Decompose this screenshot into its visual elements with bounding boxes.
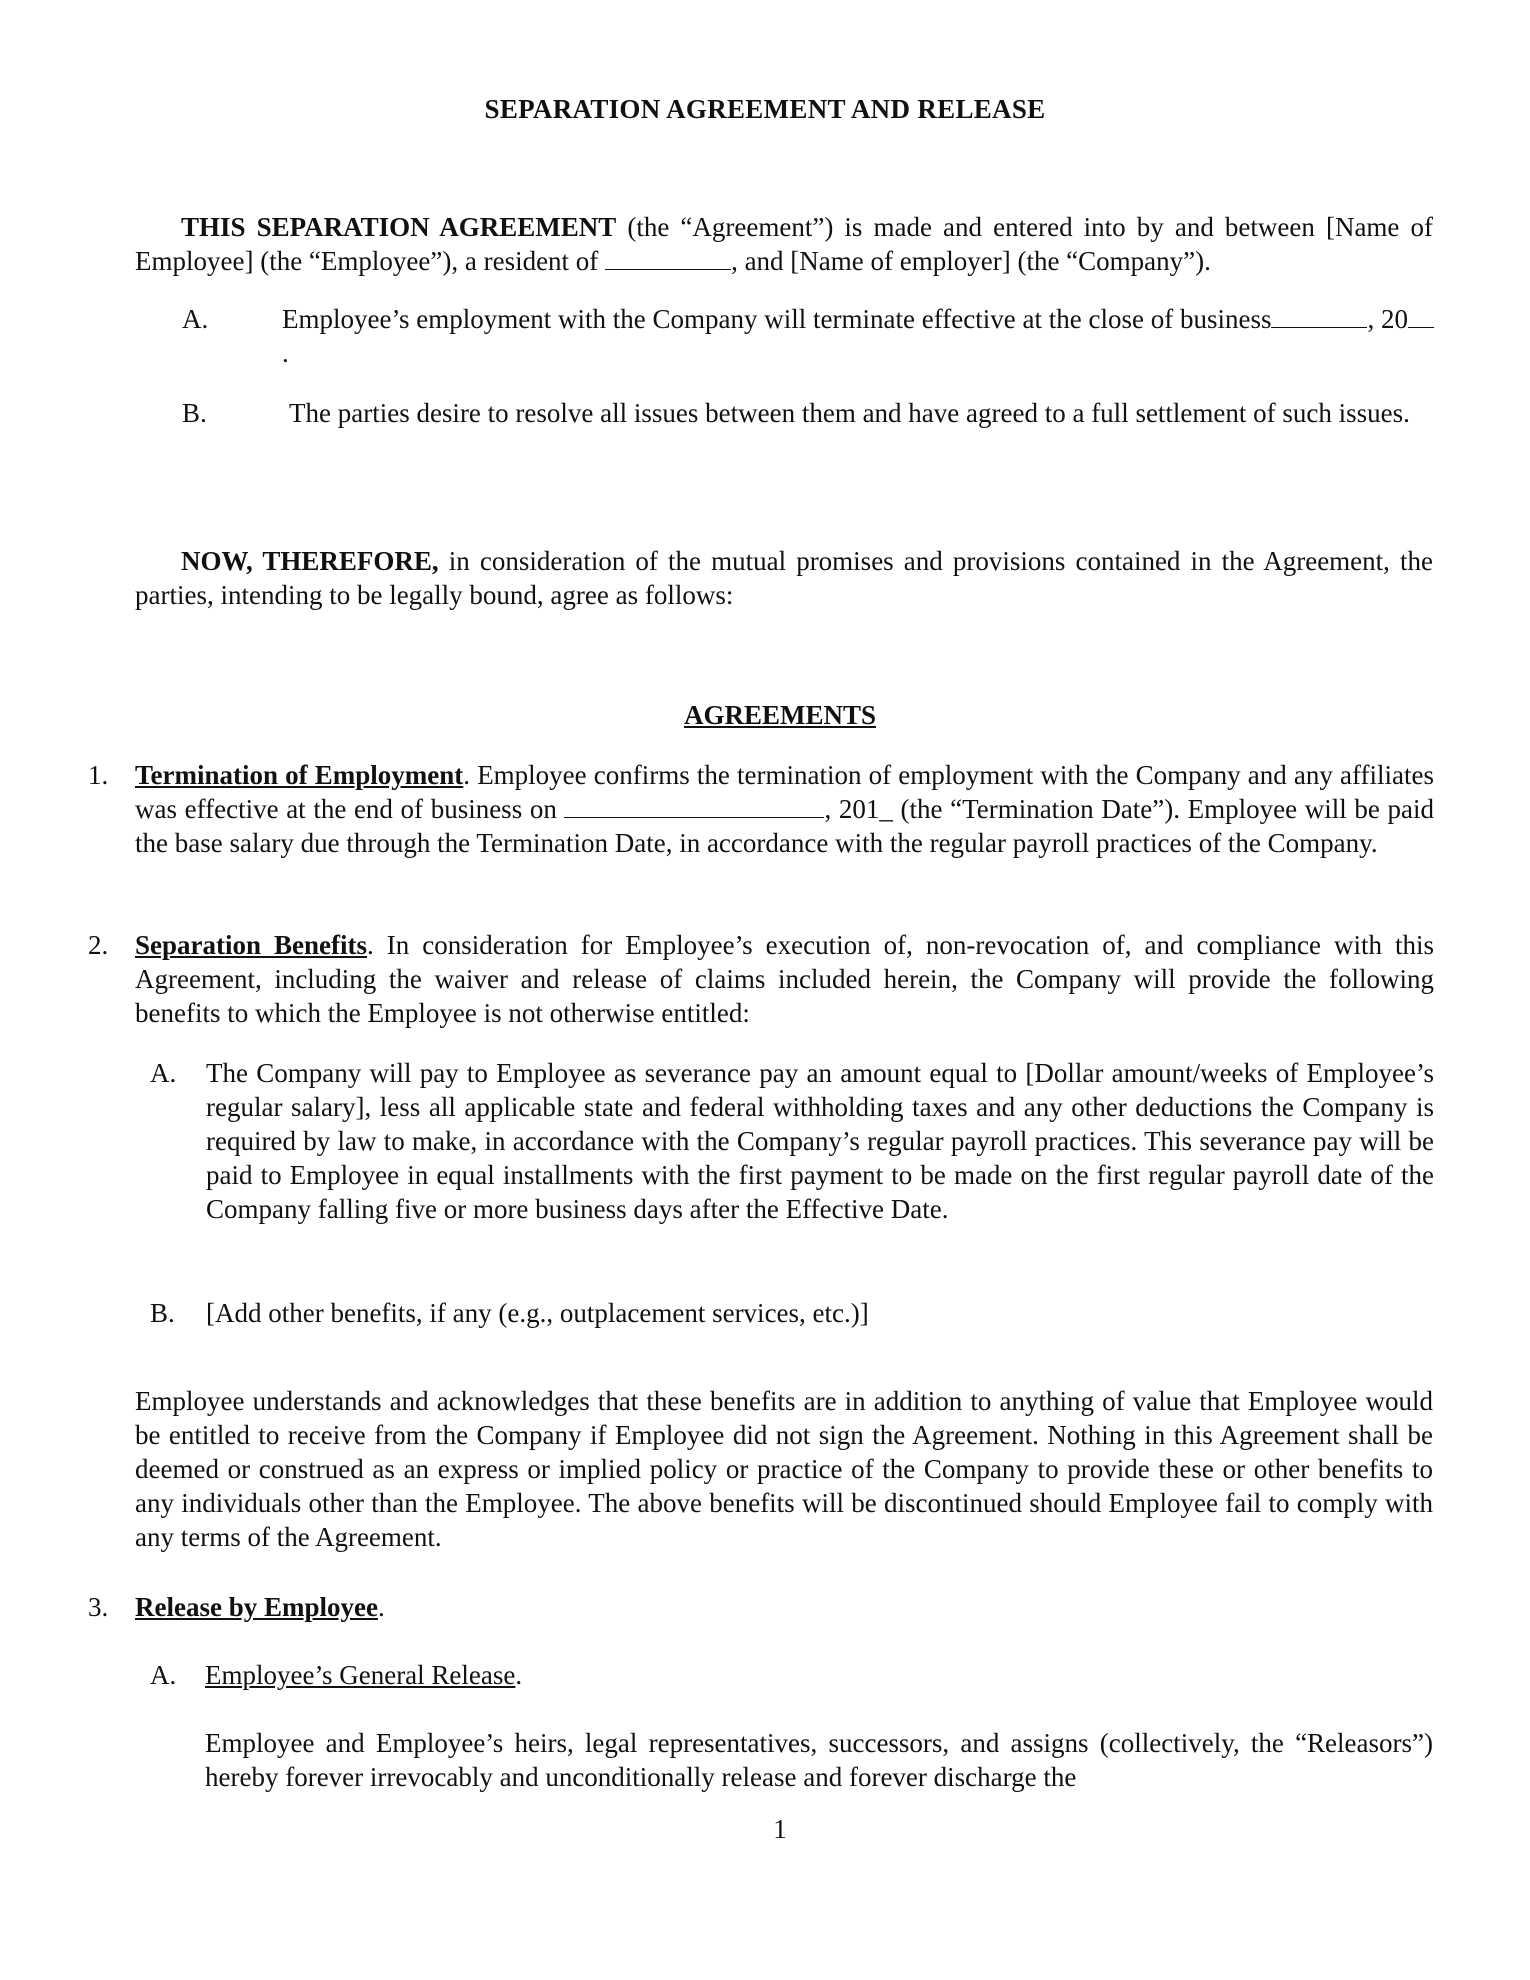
- recital-b-label: B.: [182, 398, 207, 428]
- section-2-sub-a: [150, 1056, 1434, 1266]
- section-1-text-2: , 201_ (the “Termination Date”). Employee will be paid the base salary due through the Termination Date, in accordance with the regular payroll practices of the Company.: [135, 794, 1434, 858]
- termination-date-blank-2: [564, 793, 824, 818]
- section-3-heading-line: [135, 1590, 1434, 1624]
- intro-lead: THIS SEPARATION AGREEMENT: [181, 212, 617, 242]
- intro-text-1: (the “Agreement”) is made and entered into by and between [Name of Employee] (the “Employee”), a resident of: [135, 212, 1433, 276]
- section-3-sub-a: [150, 1658, 1434, 1698]
- section-1-number: 1.: [88, 760, 109, 790]
- now-therefore-paragraph: [135, 544, 1433, 612]
- section-2: [88, 928, 1434, 1038]
- recital-a-text-1: Employee’s employment with the Company will terminate effective at the close of business: [282, 304, 1272, 334]
- section-1: [88, 758, 1434, 898]
- resident-blank: [605, 245, 731, 270]
- recital-a: [182, 302, 1434, 372]
- section-2-heading: Separation Benefits: [135, 930, 367, 960]
- section-2-text: [135, 928, 1434, 1030]
- section-1-text-1: . Employee confirms the termination of employment with the Company and any affiliates was effective at the end of business on: [135, 760, 1434, 824]
- intro-paragraph: [135, 210, 1433, 278]
- section-3-sub-a-text: Employee and Employee’s heirs, legal representatives, successors, and assigns (collectively, the “Releasors”) hereby forever irrevocably and unconditionally release and forever discharge the: [205, 1728, 1433, 1792]
- document-title: SEPARATION AGREEMENT AND RELEASE: [484, 94, 1046, 124]
- now-therefore-text: in consideration of the mutual promises and provisions contained in the Agreement, the parties, intending to be legally bound, agree as follows:: [135, 546, 1434, 610]
- agreements-heading: AGREEMENTS: [683, 700, 877, 730]
- recital-a-text: [282, 302, 1434, 370]
- section-2-sub-a-label: A.: [150, 1058, 177, 1088]
- now-therefore-lead: NOW, THEREFORE,: [181, 546, 439, 576]
- intro-text-2: , and [Name of employer] (the “Company”).: [731, 246, 1211, 276]
- section-2-sub-b-text: [Add other benefits, if any (e.g., outplacement services, etc.)]: [206, 1298, 869, 1328]
- section-2-sub-a-text: The Company will pay to Employee as severance pay an amount equal to [Dollar amount/weeks of Employee’s regular salary], less all applicable state and federal withholding taxes and any other deductions the Company is required by law to make, in accordance with the Company’s regular payroll practices. This severance pay will be paid to Employee in equal installments with the first payment to be made on the first regular payroll date of the Company falling five or more business days after the Effective Date.: [206, 1058, 1434, 1224]
- recital-a-text-3: .: [282, 338, 289, 368]
- year-blank: [1408, 303, 1434, 328]
- section-2-number: 2.: [88, 930, 109, 960]
- section-3-sub-a-heading-line: [205, 1658, 1434, 1692]
- section-3-number: 3.: [88, 1592, 109, 1622]
- section-2-closing: Employee understands and acknowledges that these benefits are in addition to anything of value that Employee would be entitled to receive from the Company if Employee did not sign the Agreement. Nothing in this Agreement shall be deemed or construed as an express or implied policy or practice of the Company to provide these or other benefits to any individuals other than the Employee. The above benefits will be discontinued should Employee fail to comply with any terms of the Agreement.: [135, 1386, 1433, 1552]
- section-3-heading-end: .: [377, 1592, 385, 1622]
- recital-b: [182, 396, 1434, 466]
- section-3-sub-a-label: A.: [150, 1660, 177, 1690]
- section-1-text: [135, 758, 1434, 860]
- section-2-body: . In consideration for Employee’s execution of, non-revocation of, and compliance with this Agreement, including the waiver and release of claims included herein, the Company will provide the following benefits to which the Employee is not otherwise entitled:: [135, 930, 1434, 1028]
- section-3-sub-a-heading-end: .: [515, 1660, 523, 1690]
- section-3: [88, 1590, 1434, 1630]
- section-3-heading: Release by Employee: [135, 1592, 378, 1622]
- page-number: 1: [773, 1814, 787, 1844]
- recital-b-text: The parties desire to resolve all issues between them and have agreed to a full settlement of such issues.: [289, 398, 1410, 428]
- section-2-sub-b-label: B.: [150, 1298, 175, 1328]
- recital-a-text-2: , 20: [1367, 304, 1409, 334]
- section-3-sub-a-heading: Employee’s General Release: [205, 1660, 516, 1690]
- section-2-sub-b: [150, 1296, 1434, 1336]
- section-1-heading: Termination of Employment: [135, 760, 464, 790]
- recital-a-label: A.: [182, 304, 209, 334]
- termination-date-blank: [1271, 303, 1367, 328]
